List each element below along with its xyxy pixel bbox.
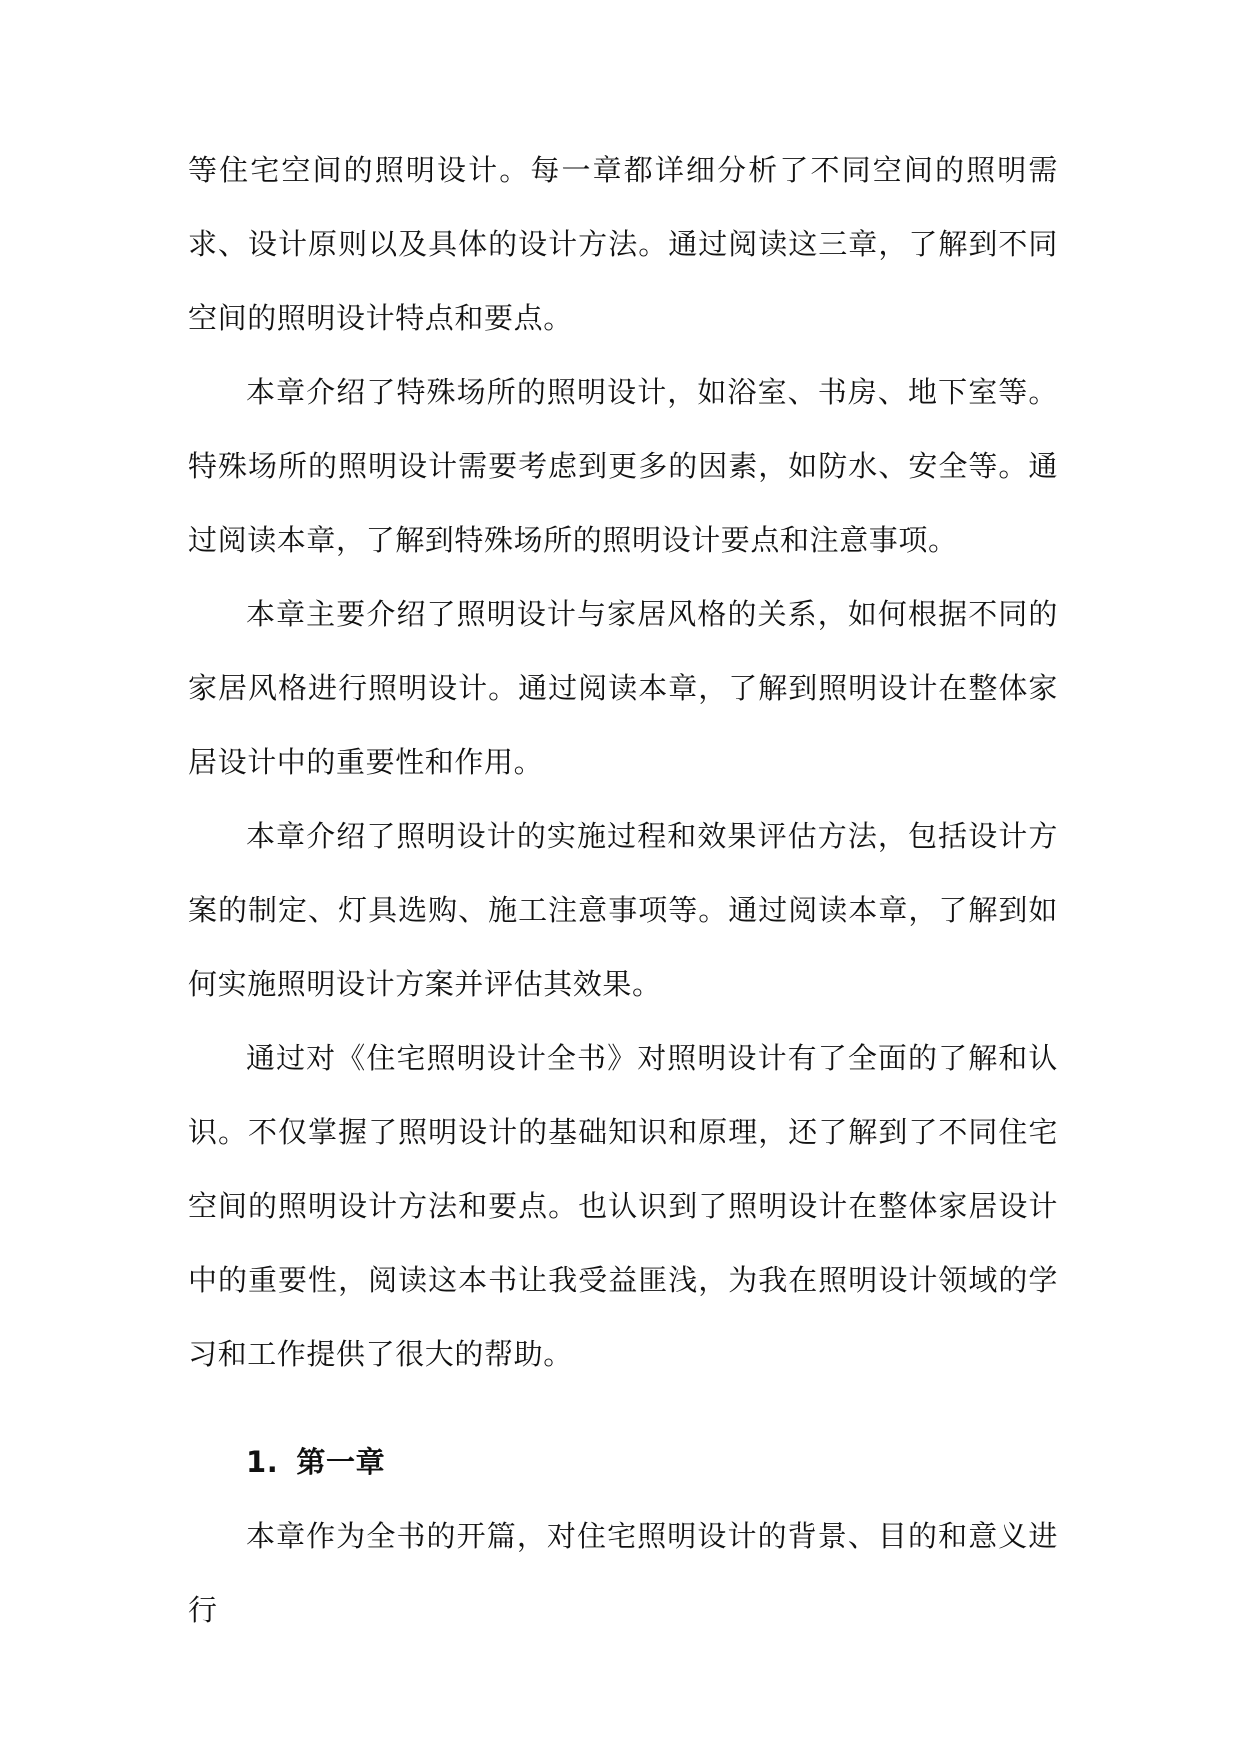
paragraph-continued: 等住宅空间的照明设计。每一章都详细分析了不同空间的照明需求、设计原则以及具体的设计方法。通过阅读这三章，了解到不同空间的照明设计特点和要点。 — [188, 153, 1058, 335]
paragraph-home-style: 本章主要介绍了照明设计与家居风格的关系，如何根据不同的家居风格进行照明设计。通过阅读本章，了解到照明设计在整体家居设计中的重要性和作用。 — [188, 597, 1058, 779]
paragraph-implementation: 本章介绍了照明设计的实施过程和效果评估方法，包括设计方案的制定、灯具选购、施工注意事项等。通过阅读本章，了解到如何实施照明设计方案并评估其效果。 — [188, 819, 1058, 1001]
document-body — [188, 133, 1058, 1647]
section-title: 第一章 — [296, 1445, 386, 1479]
paragraph-chapter-one: 本章作为全书的开篇，对住宅照明设计的背景、目的和意义进行 — [188, 1519, 1058, 1627]
paragraph-conclusion: 通过对《住宅照明设计全书》对照明设计有了全面的了解和认识。不仅掌握了照明设计的基础知识和原理，还了解到了不同住宅空间的照明设计方法和要点。也认识到了照明设计在整体家居设计中的重要性，阅读这本书让我受益匪浅，为我在照明设计领域的学习和工作提供了很大的帮助。 — [188, 1041, 1058, 1371]
section-number: 1. — [246, 1445, 279, 1479]
section-heading — [188, 1425, 1058, 1499]
paragraph-special-spaces: 本章介绍了特殊场所的照明设计，如浴室、书房、地下室等。特殊场所的照明设计需要考虑到更多的因素，如防水、安全等。通过阅读本章，了解到特殊场所的照明设计要点和注意事项。 — [188, 375, 1058, 557]
section-spacer — [188, 1391, 1058, 1425]
